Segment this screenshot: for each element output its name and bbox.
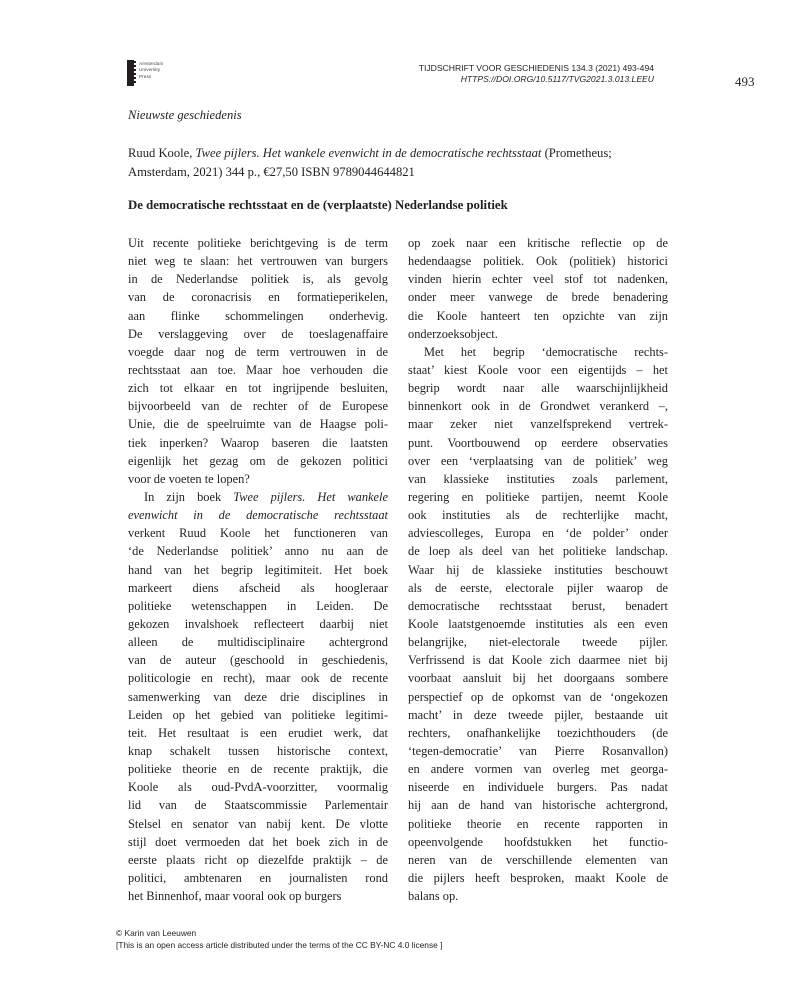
text-line: macht’ in deze tweede pijler, bestaande uit xyxy=(408,707,668,722)
text-line: bijvoorbeeld van de rechter of de Europese xyxy=(128,399,388,414)
text-line: politici, ambtenaren en journalisten rond xyxy=(128,870,388,885)
citation-details: Amsterdam, 2021) 344 p., €27,50 ISBN 9789044644821 xyxy=(128,165,415,179)
text-line: maar zeker niet vanzelfsprekend vertrek- xyxy=(408,417,668,432)
text-line: regering en politieke partijen, neemt Koole xyxy=(408,489,668,504)
text-line: ‘de Nederlandse politiek’ anno nu aan de xyxy=(128,544,388,559)
logo-text xyxy=(139,61,163,80)
text-line: lid van de Staatscommissie Parlementair xyxy=(128,798,388,813)
text-line: van klassieke instituties zoals parlement, xyxy=(408,471,668,486)
text-line: van de auteur (geschoold in geschiedenis, xyxy=(128,653,388,668)
text-line: ook instituties als de rechterlijke macht, xyxy=(408,508,668,523)
text-line: politieke theorie en recente rapporten in xyxy=(408,816,668,831)
logo-mark-icon xyxy=(127,60,134,86)
text-line: rechtsstaat aan toe. Maar hoe verhouden die xyxy=(128,362,388,377)
license-notice: [This is an open access article distributed under the terms of the CC BY-NC 4.0 license ] xyxy=(116,939,443,950)
text-line: perspectief op de opkomst van de ‘ongekozen xyxy=(408,689,668,704)
doi-link[interactable]: HTTPS://DOI.ORG/10.5117/TVG2021.3.013.LEEU xyxy=(460,74,654,84)
text-line: democratische rechtsstaat berust, benadert xyxy=(408,598,668,613)
text-line: op zoek naar een kritische reflectie op de xyxy=(408,236,668,250)
text-line: Waar hij de klassieke instituties beschouwt xyxy=(408,562,668,577)
text-line: alleen de multidisciplinaire achtergrond xyxy=(128,635,388,650)
text-line: vinden hierin echter veel stof tot nadenken, xyxy=(408,272,668,287)
citation-book-title: Twee pijlers. Het wankele evenwicht in de democratische rechtsstaat xyxy=(195,146,542,160)
text-line: niet weg te slaan: het vertrouwen van burgers xyxy=(128,254,388,269)
text-line: onder meer vanwege de brede benadering xyxy=(408,290,668,305)
journal-header xyxy=(419,63,654,85)
text-line: Koole als oud-PvdA-voorzitter, voormalig xyxy=(128,780,388,795)
logo-line: Amsterdam xyxy=(139,61,164,66)
text-line: punt. Voortbouwend op eerdere observaties xyxy=(408,435,668,450)
text-line: Uit recente politieke berichtgeving is de term xyxy=(128,236,388,250)
text-line: als de eerste, electorale pijler waarop de xyxy=(408,580,668,595)
text-line: knap schakelt tussen historische context, xyxy=(128,743,388,758)
text-line: niseerde en individuele burgers. Pas nadat xyxy=(408,780,668,795)
text-line: stijl doet vermoeden dat het boek zich in de xyxy=(128,834,388,849)
text-line: over een ‘verplaatsing van de politiek’ weg xyxy=(408,453,668,468)
text-line: Stelsel en senator van nabij kent. De vlotte xyxy=(128,816,388,831)
text-line: Met het begrip ‘democratische rechts- xyxy=(424,344,668,359)
text-line: onderzoeksobject. xyxy=(408,326,498,341)
text-line: eerste plaats richt op diezelfde praktijk – de xyxy=(128,852,388,867)
text-line: balans op. xyxy=(408,889,459,904)
book-citation xyxy=(128,144,668,182)
left-column xyxy=(128,234,388,905)
review-title: De democratische rechtsstaat en de (verplaatste) Nederlandse politiek xyxy=(128,198,508,212)
citation-author: Ruud Koole, xyxy=(128,146,196,160)
page-number: 493 xyxy=(735,74,755,89)
text-line: De verslaggeving over de toeslagenaffaire xyxy=(128,326,388,341)
text-line: in de Nederlandse politiek is, als gevolg xyxy=(128,272,388,287)
text-line: neren van de verschillende elementen van xyxy=(408,852,668,867)
text-line: van de coronacrisis en formatieperikelen, xyxy=(128,290,388,305)
text-line: staat’ kiest Koole voor een eigentijds – het xyxy=(408,362,668,377)
text-line: In zijn boek Twee pijlers. Het wankele xyxy=(144,489,388,504)
text-line: begrip wordt naar alle waarschijnlijkheid xyxy=(408,381,668,396)
text-line: Verfrissend is dat Koole zich daarmee niet bij xyxy=(408,653,668,668)
right-column xyxy=(408,234,668,905)
text-line: voorbaat aansluit bij het doorgaans sombere xyxy=(408,671,668,686)
text-line: Leiden op het gebied van politieke legitimi- xyxy=(128,707,388,722)
text-line: binnenkort ook in de Grondwet verankerd –, xyxy=(408,399,668,414)
footer xyxy=(116,928,442,951)
text-line: het Binnenhof, maar vooral ook op burgers xyxy=(128,889,342,904)
text-line: gekozen invalshoek reflecteert daarbij niet xyxy=(128,616,388,631)
publisher-logo xyxy=(127,60,187,86)
text-line: hedendaagse politiek. Ook (politiek) historici xyxy=(408,254,668,269)
text-line: politieke theorie en de recente praktijk, die xyxy=(128,762,388,777)
text-line: en andere vormen van overleg met georga- xyxy=(408,762,668,777)
text-line: aan flinke schommelingen onderhevig. xyxy=(128,308,388,323)
logo-line: Press xyxy=(139,73,152,79)
text-line: eigenlijk het gezag om de gekozen politici xyxy=(128,453,388,468)
text-line: de loep als deel van het politieke landschap. xyxy=(408,544,668,559)
text-line: politicologie en recht), maar ook de recente xyxy=(128,671,388,686)
text-line: die pijlers heeft besproken, maakt Koole de xyxy=(408,870,668,885)
text-line: markeert diens afscheid als hoogleraar xyxy=(128,580,388,595)
text-line: rechters, onafhankelijke toezichthouders (de xyxy=(408,725,668,740)
text-line: verkent Ruud Koole het functioneren van xyxy=(128,526,388,541)
section-heading: Nieuwste geschiedenis xyxy=(128,108,242,122)
text-line: samenwerking van deze drie disciplines in xyxy=(128,689,388,704)
text-line: evenwicht in de democratische rechtsstaat xyxy=(128,508,388,523)
citation-details: (Prometheus; xyxy=(541,146,612,160)
copyright-notice: © Karin van Leeuwen xyxy=(116,928,197,938)
text-line: die Koole hanteert ten opzichte van zijn xyxy=(408,308,668,323)
text-line: Unie, die de speelruimte van de Haagse poli- xyxy=(128,417,388,432)
text-line: hij aan de hand van historische achtergrond, xyxy=(408,798,668,813)
text-line: teit. Het resultaat is een erudiet werk, dat xyxy=(128,725,388,740)
text-line: hand van het begrip legitimiteit. Het boek xyxy=(128,562,388,577)
text-line: voor de voeten te lopen? xyxy=(128,471,250,486)
logo-line: University xyxy=(139,67,161,73)
text-line: opeenvolgende hoofdstukken het functio- xyxy=(408,834,668,849)
text-line: Koole laatstgenoemde instituties als een even xyxy=(408,616,668,631)
text-line: zich tot elkaar en tot ingrijpende besluiten, xyxy=(128,381,388,396)
text-line: ‘tegen-democratie’ van Pierre Rosanvallon) xyxy=(408,743,668,758)
text-line: politieke wetenschappen in Leiden. De xyxy=(128,598,388,613)
text-line: tiek inperken? Waarop baseren die laatsten xyxy=(128,435,388,450)
text-line: voegde daar nog de term vertrouwen in de xyxy=(128,344,388,359)
text-line: adviescolleges, Europa en ‘de polder’ onder xyxy=(408,526,668,541)
text-line: belangrijke, niet-electorale tweede pijler. xyxy=(408,635,668,650)
journal-title: TIJDSCHRIFT VOOR GESCHIEDENIS 134.3 (2021) 493-494 xyxy=(418,63,654,73)
